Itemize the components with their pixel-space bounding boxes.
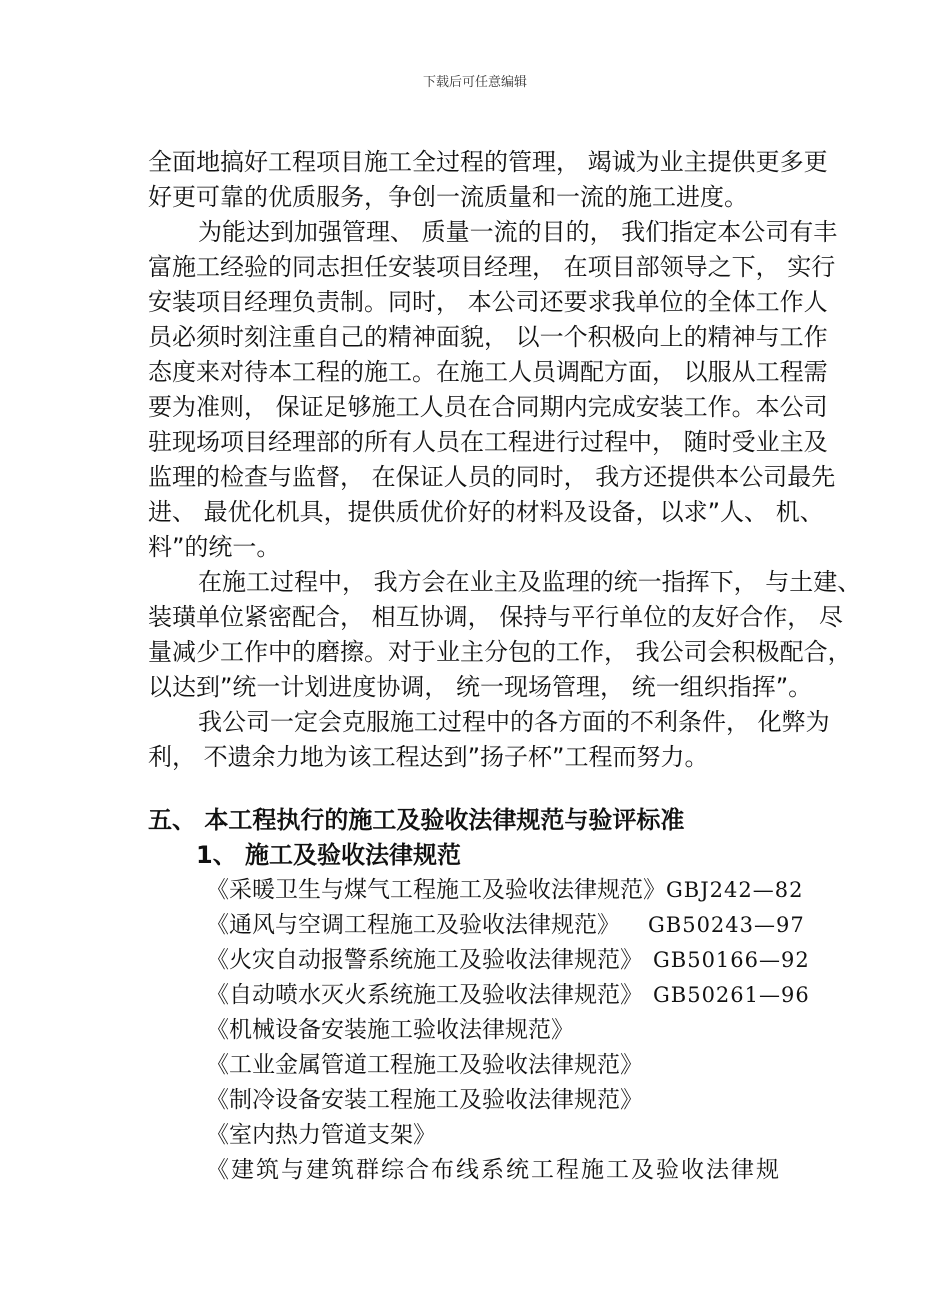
page-header: 下载后可任意编辑 — [422, 75, 527, 90]
text-line: 为能达到加强管理、 质量一流的目的， 我们指定本公司有丰 — [198, 218, 838, 246]
document-body — [148, 145, 868, 1188]
reference-name: 《室内热力管道支架》 — [206, 1122, 436, 1148]
paragraph-4 — [148, 705, 868, 775]
reference-item — [206, 908, 868, 943]
text-line: 态度来对待本工程的施工。在施工人员调配方面， 以服从工程需 — [148, 358, 828, 386]
subsection-title: 1、 施工及验收法律规范 — [196, 841, 462, 869]
paragraph-3 — [148, 565, 868, 705]
paragraph-2 — [148, 215, 868, 565]
reference-name: 《建筑与建筑群综合布线系统工程施工及验收法律规 — [206, 1157, 781, 1183]
text-line: 要为准则， 保证足够施工人员在合同期内完成安装工作。本公司 — [148, 393, 828, 421]
text-line: 以达到”统一计划进度协调， 统一现场管理， 统一组织指挥”。 — [148, 673, 813, 701]
reference-code: GBJ242—82 — [666, 878, 804, 902]
text-line: 料”的统一。 — [148, 533, 281, 561]
reference-item — [206, 1013, 868, 1048]
section-title: 五、 本工程执行的施工及验收法律规范与验评标准 — [148, 806, 685, 834]
reference-list — [148, 873, 868, 1188]
reference-name: 《自动喷水灭火系统施工及验收法律规范》 — [206, 982, 643, 1008]
reference-name: 《工业金属管道工程施工及验收法律规范》 — [206, 1052, 643, 1078]
reference-name: 《机械设备安装施工验收法律规范》 — [206, 1017, 574, 1043]
reference-code: GB50166—92 — [653, 948, 810, 972]
text-line: 在施工过程中， 我方会在业主及监理的统一指挥下， 与土建、 — [198, 568, 862, 596]
reference-item — [206, 873, 868, 908]
text-line: 利， 不遗余力地为该工程达到”扬子杯”工程而努力。 — [148, 743, 709, 771]
text-line: 安装项目经理负责制。同时， 本公司还要求我单位的全体工作人 — [148, 288, 828, 316]
text-line: 员必须时刻注重自己的精神面貌， 以一个积极向上的精神与工作 — [148, 323, 828, 351]
reference-name: 《采暖卫生与煤气工程施工及验收法律规范》 — [206, 877, 666, 903]
text-line: 量减少工作中的磨擦。对于业主分包的工作， 我公司会积极配合， — [148, 638, 852, 666]
reference-code: GB50243—97 — [648, 913, 805, 937]
reference-item — [206, 1083, 868, 1118]
text-line: 全面地搞好工程项目施工全过程的管理， 竭诚为业主提供更多更 — [148, 148, 828, 176]
text-line: 我公司一定会克服施工过程中的各方面的不利条件， 化弊为 — [198, 708, 830, 736]
reference-item — [206, 943, 868, 978]
text-line: 富施工经验的同志担任安装项目经理， 在项目部领导之下， 实行 — [148, 253, 836, 281]
text-line: 装璜单位紧密配合， 相互协调， 保持与平行单位的友好合作， 尽 — [148, 603, 843, 631]
text-line: 驻现场项目经理部的所有人员在工程进行过程中， 随时受业主及 — [148, 428, 828, 456]
text-line: 监理的检查与监督， 在保证人员的同时， 我方还提供本公司最先 — [148, 463, 836, 491]
paragraph-1 — [148, 145, 868, 215]
text-line: 好更可靠的优质服务，争创一流质量和一流的施工进度。 — [148, 183, 748, 211]
text-line: 进、 最优化机具，提供质优价好的材料及设备，以求”人、 机、 — [148, 498, 824, 526]
reference-name: 《火灾自动报警系统施工及验收法律规范》 — [206, 947, 643, 973]
reference-name: 《制冷设备安装工程施工及验收法律规范》 — [206, 1087, 643, 1113]
reference-item — [206, 1153, 868, 1188]
reference-item — [206, 1118, 868, 1153]
reference-code: GB50261—96 — [653, 983, 810, 1007]
reference-item — [206, 1048, 868, 1083]
reference-item — [206, 978, 868, 1013]
section-spacer — [148, 775, 868, 803]
reference-name: 《通风与空调工程施工及验收法律规范》 — [206, 912, 620, 938]
